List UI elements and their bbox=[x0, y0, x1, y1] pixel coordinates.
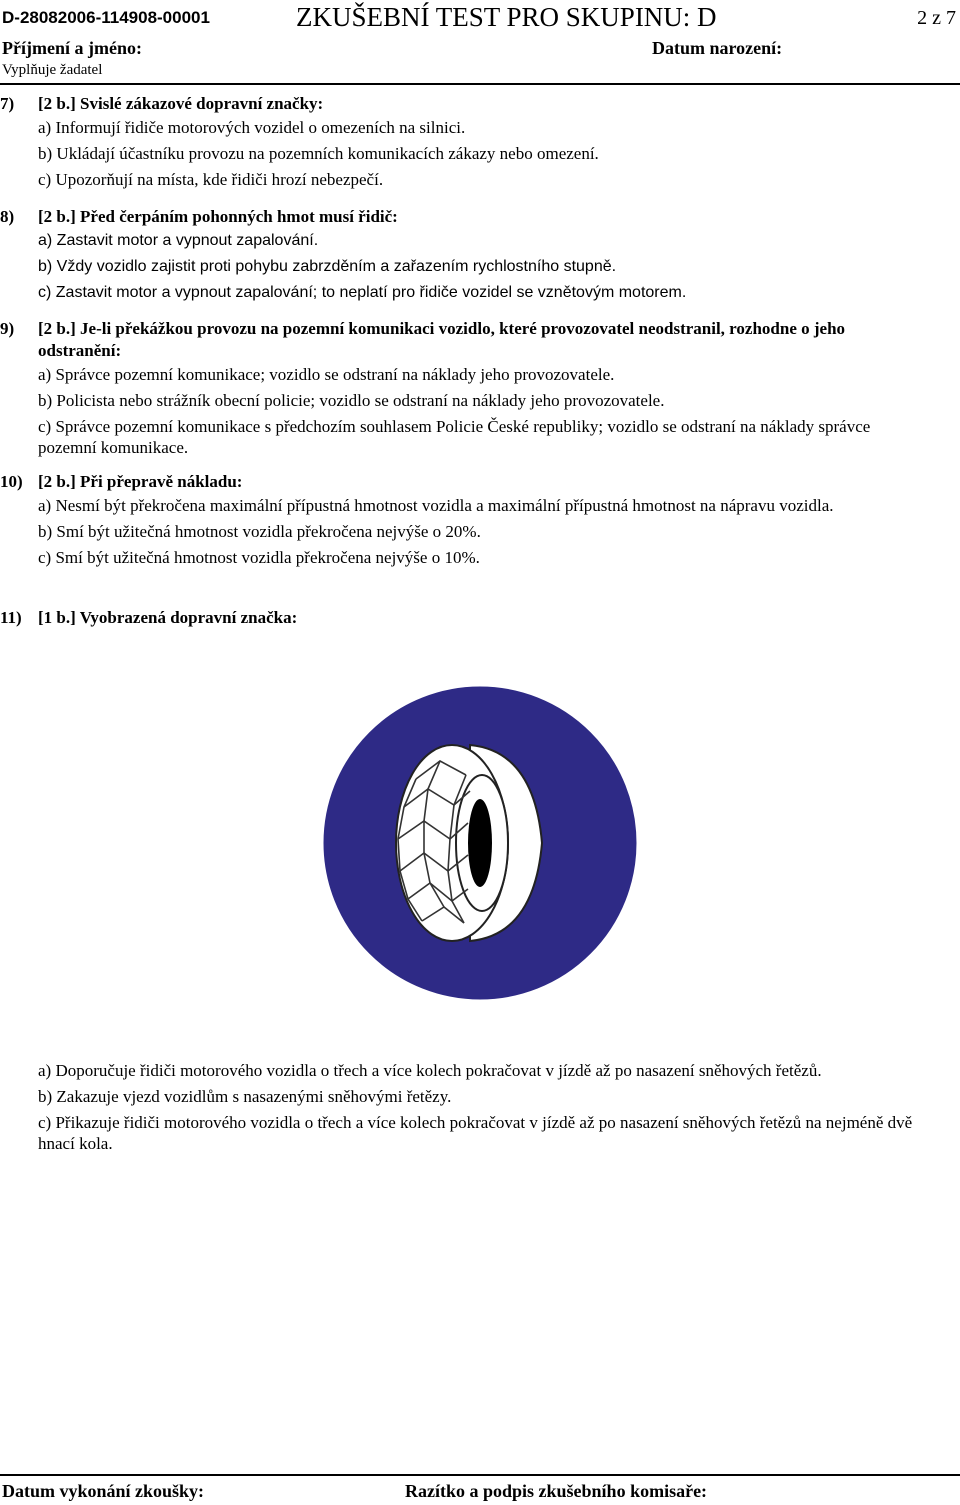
answer-option-b[interactable]: b) Ukládají účastníku provozu na pozemních komunikacích zákazy nebo omezení. bbox=[38, 144, 599, 163]
answer-option-a[interactable]: a) Doporučuje řidiči motorového vozidla o třech a více kolech pokračovat v jízdě až po nasazení sněhových řetězů. bbox=[38, 1061, 822, 1080]
answer-option-b[interactable]: b) Zakazuje vjezd vozidlům s nasazenými sněhovými řetězy. bbox=[38, 1087, 452, 1106]
exam-date-label: Datum vykonání zkoušky: bbox=[2, 1481, 205, 1501]
birth-date-label: Datum narození: bbox=[652, 38, 783, 58]
question-text: [2 b.] Svislé zákazové dopravní značky: bbox=[38, 94, 324, 113]
question-text: [2 b.] Před čerpáním pohonných hmot musí řidič: bbox=[38, 207, 398, 226]
answer-option-a[interactable]: a) Správce pozemní komunikace; vozidlo se odstraní na náklady jeho provozovatele. bbox=[38, 365, 615, 384]
sign-graphic bbox=[320, 683, 640, 1003]
question-number: 8) bbox=[0, 207, 15, 226]
question-10 bbox=[0, 471, 960, 568]
answer-option-c[interactable]: c) Přikazuje řidiči motorového vozidla o třech a více kolech pokračovat v jízdě až po nasazení sněhových řetězů na nejméně dvě hnací kola. bbox=[38, 1113, 913, 1153]
question-text: [2 b.] Je-li překážkou provozu na pozemní komunikaci vozidlo, které provozovatel neodstranil, rozhodne o jeho odstranění: bbox=[38, 319, 846, 360]
question-heading bbox=[0, 471, 923, 493]
examiner-signature-label: Razítko a podpis zkušebního komisaře: bbox=[405, 1481, 708, 1501]
answer-option-c[interactable]: c) Upozorňují na místa, kde řidiči hrozí nebezpečí. bbox=[38, 170, 384, 189]
question-number: 11) bbox=[0, 608, 22, 627]
question-heading bbox=[0, 607, 923, 629]
question-heading bbox=[0, 206, 923, 228]
answer-option-a[interactable]: a) Nesmí být překročena maximální přípustná hmotnost vozidla a maximální přípustná hmotnost na nápravu vozidla. bbox=[38, 496, 834, 515]
answer-option-a[interactable]: a) Zastavit motor a vypnout zapalování. bbox=[38, 232, 319, 249]
answer-option-b[interactable]: b) Policista nebo strážník obecní policie; vozidlo se odstraní na náklady jeho provozovatele. bbox=[38, 391, 665, 410]
answer-option-c[interactable]: c) Správce pozemní komunikace s předchozím souhlasem Policie České republiky; vozidlo se odstraní na náklady správce pozemní komunikace. bbox=[38, 417, 871, 457]
snow-chains-required-sign-icon bbox=[320, 683, 640, 1003]
question-heading bbox=[0, 318, 923, 362]
page-number: 2 z 7 bbox=[917, 7, 956, 29]
name-label: Příjmení a jméno: bbox=[2, 38, 142, 58]
header-divider bbox=[0, 83, 960, 85]
answer-option-c[interactable]: c) Smí být užitečná hmotnost vozidla překročena nejvýše o 10%. bbox=[38, 548, 480, 567]
document-code: D-28082006-114908-00001 bbox=[2, 8, 210, 27]
question-text: [2 b.] Při přepravě nákladu: bbox=[38, 472, 243, 491]
question-number: 10) bbox=[0, 472, 23, 491]
question-number: 7) bbox=[0, 94, 15, 113]
question-7 bbox=[0, 93, 960, 190]
answer-option-b[interactable]: b) Vždy vozidlo zajistit proti pohybu zabrzděním a zařazením rychlostního stupně. bbox=[38, 258, 617, 275]
question-11 bbox=[0, 607, 960, 629]
question-number: 9) bbox=[0, 319, 15, 338]
wheel-hub bbox=[468, 799, 492, 887]
answer-option-b[interactable]: b) Smí být užitečná hmotnost vozidla překročena nejvýše o 20%. bbox=[38, 522, 481, 541]
question-text: [1 b.] Vyobrazená dopravní značka: bbox=[38, 608, 298, 627]
filler-note: Vyplňuje žadatel bbox=[2, 62, 103, 78]
question-11-answers bbox=[0, 1060, 960, 1154]
answer-option-c[interactable]: c) Zastavit motor a vypnout zapalování; to neplatí pro řidiče vozidel se vznětovým motorem. bbox=[38, 284, 687, 301]
answer-option-a[interactable]: a) Informují řidiče motorových vozidel o omezeních na silnici. bbox=[38, 118, 466, 137]
test-title: ZKUŠEBNÍ TEST PRO SKUPINU: D bbox=[296, 2, 717, 32]
footer-divider bbox=[0, 1474, 960, 1476]
question-9 bbox=[0, 318, 960, 458]
question-heading bbox=[0, 93, 923, 115]
question-8 bbox=[0, 206, 960, 303]
